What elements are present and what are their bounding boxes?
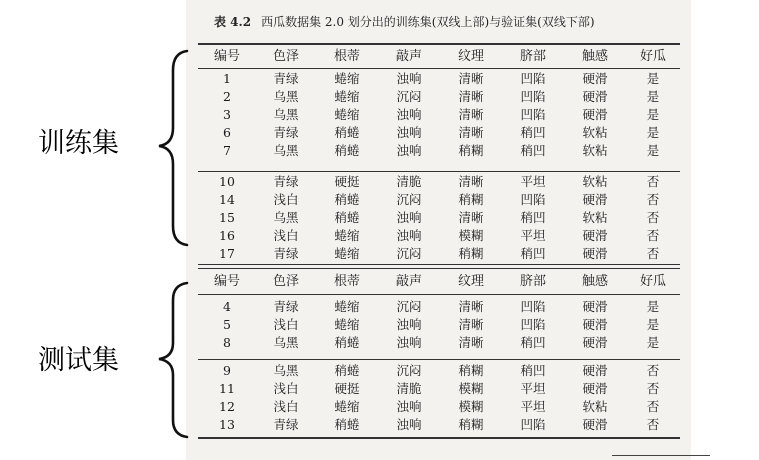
cell-sound: 沉闷 — [396, 89, 422, 104]
cell-sound: 浊响 — [396, 125, 422, 140]
cell-texture: 模糊 — [458, 399, 484, 414]
cell-color: 乌黑 — [273, 143, 299, 158]
cell-sound: 浊响 — [396, 399, 422, 414]
cell-id: 2 — [223, 89, 231, 104]
training-brace-icon — [159, 51, 187, 245]
cell-color: 青绿 — [273, 71, 299, 86]
cell-texture: 清晰 — [458, 317, 484, 332]
cell-id: 14 — [219, 192, 235, 207]
cell-touch: 硬滑 — [582, 335, 608, 350]
cell-navel: 凹陷 — [520, 299, 546, 314]
cell-touch: 硬滑 — [582, 71, 608, 86]
cell-color: 浅白 — [273, 192, 299, 207]
cell-label: 是 — [646, 143, 660, 158]
cell-color: 青绿 — [273, 246, 299, 261]
cell-sound: 沉闷 — [396, 192, 422, 207]
cell-id: 6 — [223, 125, 231, 140]
cell-root: 蜷缩 — [334, 246, 360, 261]
table-row — [198, 363, 680, 379]
cell-id: 8 — [223, 335, 231, 350]
cell-id: 16 — [219, 228, 235, 243]
col-header-touch: 触感 — [581, 49, 608, 64]
cell-navel: 稍凹 — [520, 363, 546, 378]
cell-color: 乌黑 — [273, 107, 299, 122]
cell-color: 乌黑 — [273, 335, 299, 350]
table-row — [198, 143, 680, 159]
cell-root: 稍蜷 — [334, 143, 360, 158]
cell-sound: 浊响 — [396, 210, 422, 225]
cell-label: 否 — [646, 381, 660, 396]
col-header-sound: 敲声 — [395, 49, 422, 64]
cell-label: 是 — [646, 125, 660, 140]
cell-sound: 浊响 — [396, 335, 422, 350]
cell-touch: 硬滑 — [582, 89, 608, 104]
cell-navel: 凹陷 — [520, 192, 546, 207]
cell-label: 否 — [646, 228, 660, 243]
cell-touch: 硬滑 — [582, 417, 608, 432]
col-header-color: 色泽 — [272, 274, 299, 289]
cell-sound: 清脆 — [396, 174, 422, 189]
table-header-row — [198, 272, 680, 292]
table-row — [198, 381, 680, 397]
cell-label: 是 — [646, 71, 660, 86]
cell-touch: 硬滑 — [582, 107, 608, 122]
cell-sound: 清脆 — [396, 381, 422, 396]
cell-navel: 稍凹 — [520, 210, 546, 225]
cell-id: 13 — [219, 417, 235, 432]
cell-id: 4 — [223, 299, 231, 314]
cell-touch: 硬滑 — [582, 246, 608, 261]
cell-sound: 浊响 — [396, 71, 422, 86]
cell-texture: 清晰 — [458, 125, 484, 140]
col-header-id: 编号 — [213, 274, 240, 289]
training-set-label: 训练集 — [38, 128, 119, 159]
cell-navel: 凹陷 — [520, 317, 546, 332]
cell-root: 蜷缩 — [334, 317, 360, 332]
cell-color: 青绿 — [273, 125, 299, 140]
cell-root: 蜷缩 — [334, 71, 360, 86]
cell-navel: 凹陷 — [520, 107, 546, 122]
col-header-touch: 触感 — [581, 274, 608, 289]
cell-id: 15 — [219, 210, 235, 225]
cell-root: 蜷缩 — [334, 89, 360, 104]
cell-label: 否 — [646, 246, 660, 261]
cell-root: 蜷缩 — [334, 228, 360, 243]
cell-sound: 浊响 — [396, 317, 422, 332]
double-rule-top — [198, 264, 680, 265]
table-row — [198, 246, 680, 262]
cell-color: 青绿 — [273, 417, 299, 432]
cell-label: 是 — [646, 317, 660, 332]
cell-texture: 稍糊 — [458, 143, 484, 158]
cell-label: 否 — [646, 192, 660, 207]
table-row — [198, 107, 680, 123]
cell-label: 否 — [646, 363, 660, 378]
test-set-label: 测试集 — [38, 345, 119, 376]
cell-sound: 沉闷 — [396, 246, 422, 261]
cell-root: 稍蜷 — [334, 125, 360, 140]
cell-label: 是 — [646, 107, 660, 122]
test-header-rule — [198, 294, 680, 295]
table-title: 西瓜数据集 2.0 划分出的训练集(双线上部)与验证集(双线下部) — [261, 15, 595, 29]
cell-color: 浅白 — [273, 399, 299, 414]
col-header-root: 根蒂 — [333, 274, 360, 289]
cell-texture: 稍糊 — [458, 246, 484, 261]
cell-label: 是 — [646, 335, 660, 350]
cell-sound: 浊响 — [396, 228, 422, 243]
header-rule — [198, 68, 680, 69]
table-row — [198, 228, 680, 244]
cell-id: 17 — [219, 246, 235, 261]
cell-color: 乌黑 — [273, 363, 299, 378]
cell-root: 稍蜷 — [334, 363, 360, 378]
cell-texture: 清晰 — [458, 210, 484, 225]
cell-root: 稍蜷 — [334, 417, 360, 432]
cell-label: 是 — [646, 299, 660, 314]
cell-texture: 模糊 — [458, 228, 484, 243]
double-rule-bottom — [198, 268, 680, 269]
cell-label: 是 — [646, 89, 660, 104]
cell-touch: 软粘 — [582, 174, 608, 189]
bottom-rule — [198, 437, 680, 439]
cell-root: 硬挺 — [334, 381, 360, 396]
cell-navel: 平坦 — [520, 174, 546, 189]
cell-touch: 硬滑 — [582, 299, 608, 314]
cell-root: 蜷缩 — [334, 399, 360, 414]
curly-brace-icons — [140, 0, 190, 460]
cell-label: 否 — [646, 174, 660, 189]
table-row — [198, 125, 680, 141]
cell-id: 9 — [223, 363, 231, 378]
cell-color: 青绿 — [273, 174, 299, 189]
col-header-sound: 敲声 — [395, 274, 422, 289]
table-row — [198, 399, 680, 415]
col-header-navel: 脐部 — [519, 49, 546, 64]
cell-texture: 稍糊 — [458, 363, 484, 378]
cell-id: 10 — [219, 174, 235, 189]
table-row — [198, 317, 680, 333]
col-header-id: 编号 — [213, 49, 240, 64]
cell-label: 否 — [646, 399, 660, 414]
cell-touch: 硬滑 — [582, 381, 608, 396]
cell-sound: 沉闷 — [396, 363, 422, 378]
cell-navel: 平坦 — [520, 381, 546, 396]
cell-texture: 清晰 — [458, 71, 484, 86]
cell-color: 青绿 — [273, 299, 299, 314]
top-rule — [198, 43, 680, 45]
cell-touch: 软粘 — [582, 125, 608, 140]
cell-navel: 平坦 — [520, 228, 546, 243]
table-row — [198, 89, 680, 105]
cell-texture: 清晰 — [458, 299, 484, 314]
cell-touch: 软粘 — [582, 210, 608, 225]
cell-root: 稍蜷 — [334, 210, 360, 225]
col-header-texture: 纹理 — [457, 274, 484, 289]
cell-color: 乌黑 — [273, 89, 299, 104]
col-header-navel: 脐部 — [519, 274, 546, 289]
page-footer-line — [612, 455, 710, 456]
cell-texture: 清晰 — [458, 89, 484, 104]
cell-id: 12 — [219, 399, 235, 414]
cell-root: 蜷缩 — [334, 107, 360, 122]
cell-color: 浅白 — [273, 317, 299, 332]
table-row — [198, 417, 680, 433]
col-header-texture: 纹理 — [457, 49, 484, 64]
cell-color: 乌黑 — [273, 210, 299, 225]
cell-touch: 硬滑 — [582, 228, 608, 243]
table-row — [198, 210, 680, 226]
cell-id: 5 — [223, 317, 231, 332]
cell-root: 稍蜷 — [334, 192, 360, 207]
table-row — [198, 174, 680, 190]
cell-id: 3 — [223, 107, 231, 122]
cell-texture: 清晰 — [458, 174, 484, 189]
cell-navel: 稍凹 — [520, 143, 546, 158]
group-divider — [198, 171, 680, 172]
table-row — [198, 71, 680, 87]
cell-color: 浅白 — [273, 228, 299, 243]
cell-sound: 浊响 — [396, 107, 422, 122]
col-header-color: 色泽 — [272, 49, 299, 64]
cell-texture: 清晰 — [458, 335, 484, 350]
cell-root: 硬挺 — [334, 174, 360, 189]
col-header-label: 好瓜 — [639, 274, 666, 289]
table-header-row — [198, 47, 680, 67]
cell-touch: 硬滑 — [582, 317, 608, 332]
cell-navel: 凹陷 — [520, 89, 546, 104]
cell-navel: 凹陷 — [520, 71, 546, 86]
cell-touch: 软粘 — [582, 399, 608, 414]
cell-color: 浅白 — [273, 381, 299, 396]
cell-label: 否 — [646, 417, 660, 432]
cell-texture: 清晰 — [458, 107, 484, 122]
cell-texture: 稍糊 — [458, 417, 484, 432]
cell-navel: 稍凹 — [520, 246, 546, 261]
cell-root: 稍蜷 — [334, 335, 360, 350]
cell-texture: 模糊 — [458, 381, 484, 396]
table-caption — [214, 13, 595, 30]
cell-touch: 软粘 — [582, 143, 608, 158]
cell-navel: 稍凹 — [520, 125, 546, 140]
col-header-label: 好瓜 — [639, 49, 666, 64]
cell-sound: 浊响 — [396, 143, 422, 158]
cell-sound: 沉闷 — [396, 299, 422, 314]
table-row — [198, 335, 680, 351]
table-row — [198, 299, 680, 315]
cell-navel: 平坦 — [520, 399, 546, 414]
cell-touch: 硬滑 — [582, 192, 608, 207]
cell-label: 否 — [646, 210, 660, 225]
cell-id: 7 — [223, 143, 231, 158]
cell-texture: 稍糊 — [458, 192, 484, 207]
cell-navel: 凹陷 — [520, 417, 546, 432]
table-row — [198, 192, 680, 208]
group-divider — [198, 359, 680, 360]
cell-root: 蜷缩 — [334, 299, 360, 314]
cell-sound: 浊响 — [396, 417, 422, 432]
cell-navel: 稍凹 — [520, 335, 546, 350]
cell-touch: 硬滑 — [582, 363, 608, 378]
table-number: 表 4.2 — [214, 15, 252, 29]
col-header-root: 根蒂 — [333, 49, 360, 64]
cell-id: 1 — [223, 71, 231, 86]
cell-id: 11 — [219, 381, 235, 396]
test-brace-icon — [159, 283, 187, 437]
